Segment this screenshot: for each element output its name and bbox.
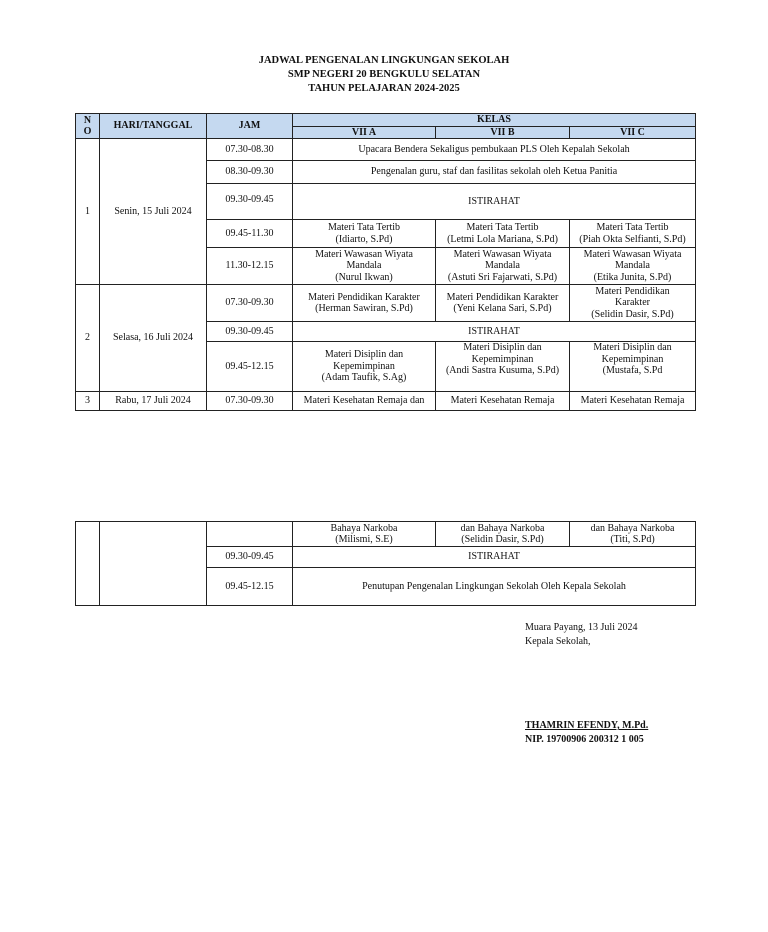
time-cell: 09.45-11.30 — [207, 220, 293, 248]
activity-cell: Materi Tata Tertib (Piah Okta Selfianti, S.Pd) — [570, 220, 696, 248]
activity-cell: Materi Wawasan Wiyata Mandala (Etika Junita, S.Pd) — [570, 248, 696, 285]
day-date: Senin, 15 Juli 2024 — [100, 139, 207, 285]
time-cell: 11.30-12.15 — [207, 248, 293, 285]
activity-cell: Materi Pendidikan Karakter (Yeni Kelana Sari, S.Pd) — [436, 285, 570, 322]
document-title — [0, 54, 768, 96]
time-cell: 09.30-09.45 — [207, 184, 293, 220]
day-number: 2 — [76, 285, 100, 392]
time-cell: 09.30-09.45 — [207, 547, 293, 568]
time-cell-empty — [207, 522, 293, 547]
activity-cell: Materi Kesehatan Remaja dan — [293, 392, 436, 411]
activity-cell: dan Bahaya Narkoba (Selidin Dasir, S.Pd) — [436, 522, 570, 547]
title-line-3: TAHUN PELAJARAN 2024-2025 — [308, 83, 460, 94]
day-date-empty — [100, 522, 207, 606]
day-number-empty — [76, 522, 100, 606]
signature-name: THAMRIN EFENDY, M.Pd. — [525, 720, 649, 731]
header-day: HARI/TANGGAL — [100, 114, 207, 139]
day-date: Selasa, 16 Juli 2024 — [100, 285, 207, 392]
time-cell: 07.30-09.30 — [207, 392, 293, 411]
activity-cell: Materi Disiplin dan Kepemimpinan (Andi Sastra Kusuma, S.Pd) — [436, 342, 570, 392]
break-cell: ISTIRAHAT — [293, 184, 696, 220]
header-no: N O — [76, 114, 100, 139]
break-cell: ISTIRAHAT — [293, 322, 696, 342]
activity-cell: Materi Disiplin dan Kepemimpinan (Mustafa, S.Pd — [570, 342, 696, 392]
signature-place-date: Muara Payang, 13 Juli 2024 — [525, 622, 638, 633]
activity-cell: Materi Wawasan Wiyata Mandala (Nurul Ikwan) — [293, 248, 436, 285]
activity-cell: Materi Kesehatan Remaja — [436, 392, 570, 411]
time-cell: 09.45-12.15 — [207, 568, 293, 606]
time-cell: 07.30-09.30 — [207, 285, 293, 322]
table-row — [76, 285, 696, 322]
signature-role: Kepala Sekolah, — [525, 636, 591, 647]
header-class-vii-a: VII A — [293, 126, 436, 139]
schedule-table — [75, 113, 696, 411]
header-time: JAM — [207, 114, 293, 139]
activity-cell: Upacara Bendera Sekaligus pembukaan PLS Oleh Kepalah Sekolah — [293, 139, 696, 161]
activity-cell: Materi Disiplin dan Kepemimpinan (Adam Taufik, S.Ag) — [293, 342, 436, 392]
time-cell: 09.30-09.45 — [207, 322, 293, 342]
activity-cell: Penutupan Pengenalan Lingkungan Sekolah Oleh Kepala Sekolah — [293, 568, 696, 606]
activity-cell: Materi Pendidikan Karakter (Selidin Dasir, S.Pd) — [570, 285, 696, 322]
day-number: 3 — [76, 392, 100, 411]
activity-cell: Materi Kesehatan Remaja — [570, 392, 696, 411]
title-line-2: SMP NEGERI 20 BENGKULU SELATAN — [287, 69, 481, 80]
time-cell: 09.45-12.15 — [207, 342, 293, 392]
activity-cell: dan Bahaya Narkoba (Titi, S.Pd) — [570, 522, 696, 547]
header-class-vii-c: VII C — [570, 126, 696, 139]
table-row — [76, 522, 696, 547]
time-cell: 07.30-08.30 — [207, 139, 293, 161]
schedule-table-continued — [75, 521, 696, 606]
header-class-vii-b: VII B — [436, 126, 570, 139]
activity-cell: Pengenalan guru, staf dan fasilitas sekolah oleh Ketua Panitia — [293, 161, 696, 184]
day-date: Rabu, 17 Juli 2024 — [100, 392, 207, 411]
time-cell: 08.30-09.30 — [207, 161, 293, 184]
activity-cell: Bahaya Narkoba (Milismi, S.E) — [293, 522, 436, 547]
activity-cell: Materi Tata Tertib (Letmi Lola Mariana, S.Pd) — [436, 220, 570, 248]
table-row — [76, 139, 696, 161]
signature-block — [525, 621, 648, 747]
title-line-1: JADWAL PENGENALAN LINGKUNGAN SEKOLAH — [258, 55, 510, 66]
activity-cell: Materi Wawasan Wiyata Mandala (Astuti Sri Fajarwati, S.Pd) — [436, 248, 570, 285]
activity-cell: Materi Tata Tertib (Idiarto, S.Pd) — [293, 220, 436, 248]
header-kelas: KELAS — [293, 114, 696, 127]
day-number: 1 — [76, 139, 100, 285]
break-cell: ISTIRAHAT — [293, 547, 696, 568]
table-row — [76, 392, 696, 411]
activity-cell: Materi Pendidikan Karakter (Herman Sawiran, S.Pd) — [293, 285, 436, 322]
signature-nip: NIP. 19700906 200312 1 005 — [525, 734, 644, 745]
